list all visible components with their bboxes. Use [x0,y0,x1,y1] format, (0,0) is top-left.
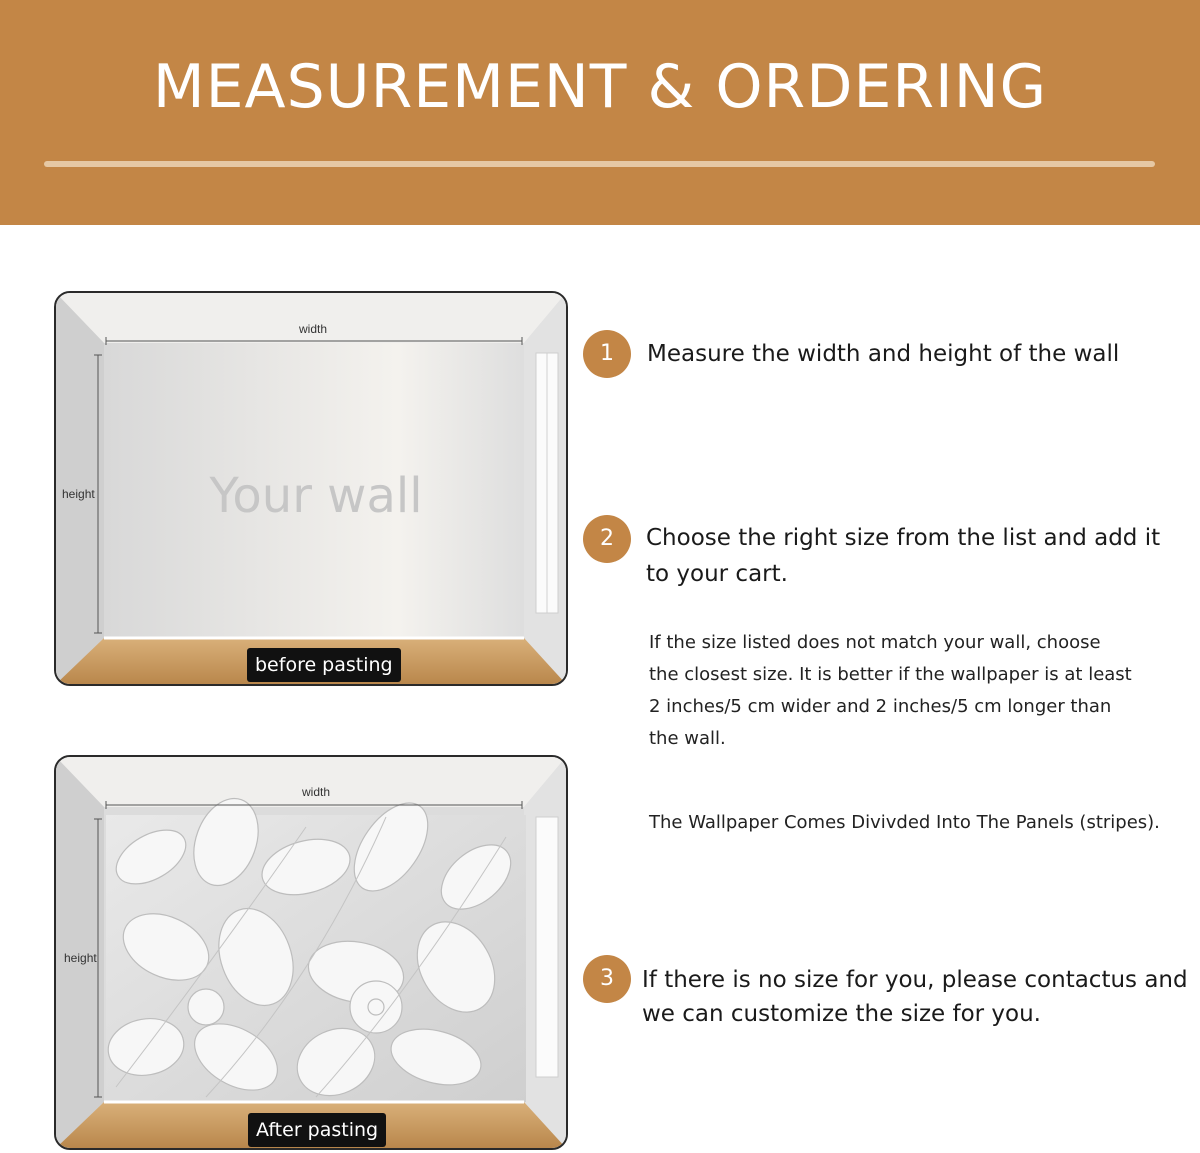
step-1-text: Measure the width and height of the wall [647,341,1120,367]
step-2-badge: 2 [583,515,631,563]
before-pasting-tag: before pasting [247,648,401,682]
after-pasting-tag: After pasting [248,1113,386,1147]
step-3-badge: 3 [583,955,631,1003]
header-divider [44,161,1155,167]
size-note-line3: 2 inches/5 cm wider and 2 inches/5 cm longer than [649,696,1112,717]
panels-note: The Wallpaper Comes Divivded Into The Panels (stripes). [649,812,1160,833]
step-2-text-line2: to your cart. [646,561,788,587]
step-2-text-line1: Choose the right size from the list and add it [646,525,1161,551]
papered-room-drawing [56,757,566,1148]
width-label: width [299,322,328,336]
size-note-line4: the wall. [649,728,726,749]
step-1-badge: 1 [583,330,631,378]
size-note-line1: If the size listed does not match your wall, choose [649,632,1101,653]
step-3-text-line2: we can customize the size for you. [642,1001,1041,1027]
after-pasting-illustration [54,755,568,1150]
width-label: width [302,785,331,799]
height-label: height [64,951,97,965]
page-title: MEASUREMENT & ORDERING [152,52,1048,122]
before-pasting-illustration [54,291,568,686]
height-label: height [62,487,95,501]
header-banner [0,0,1200,225]
your-wall-label: Your wall [209,468,423,524]
step-3-text-line1: If there is no size for you, please contactus and [642,967,1188,993]
size-note-line2: the closest size. It is better if the wallpaper is at least [649,664,1132,685]
